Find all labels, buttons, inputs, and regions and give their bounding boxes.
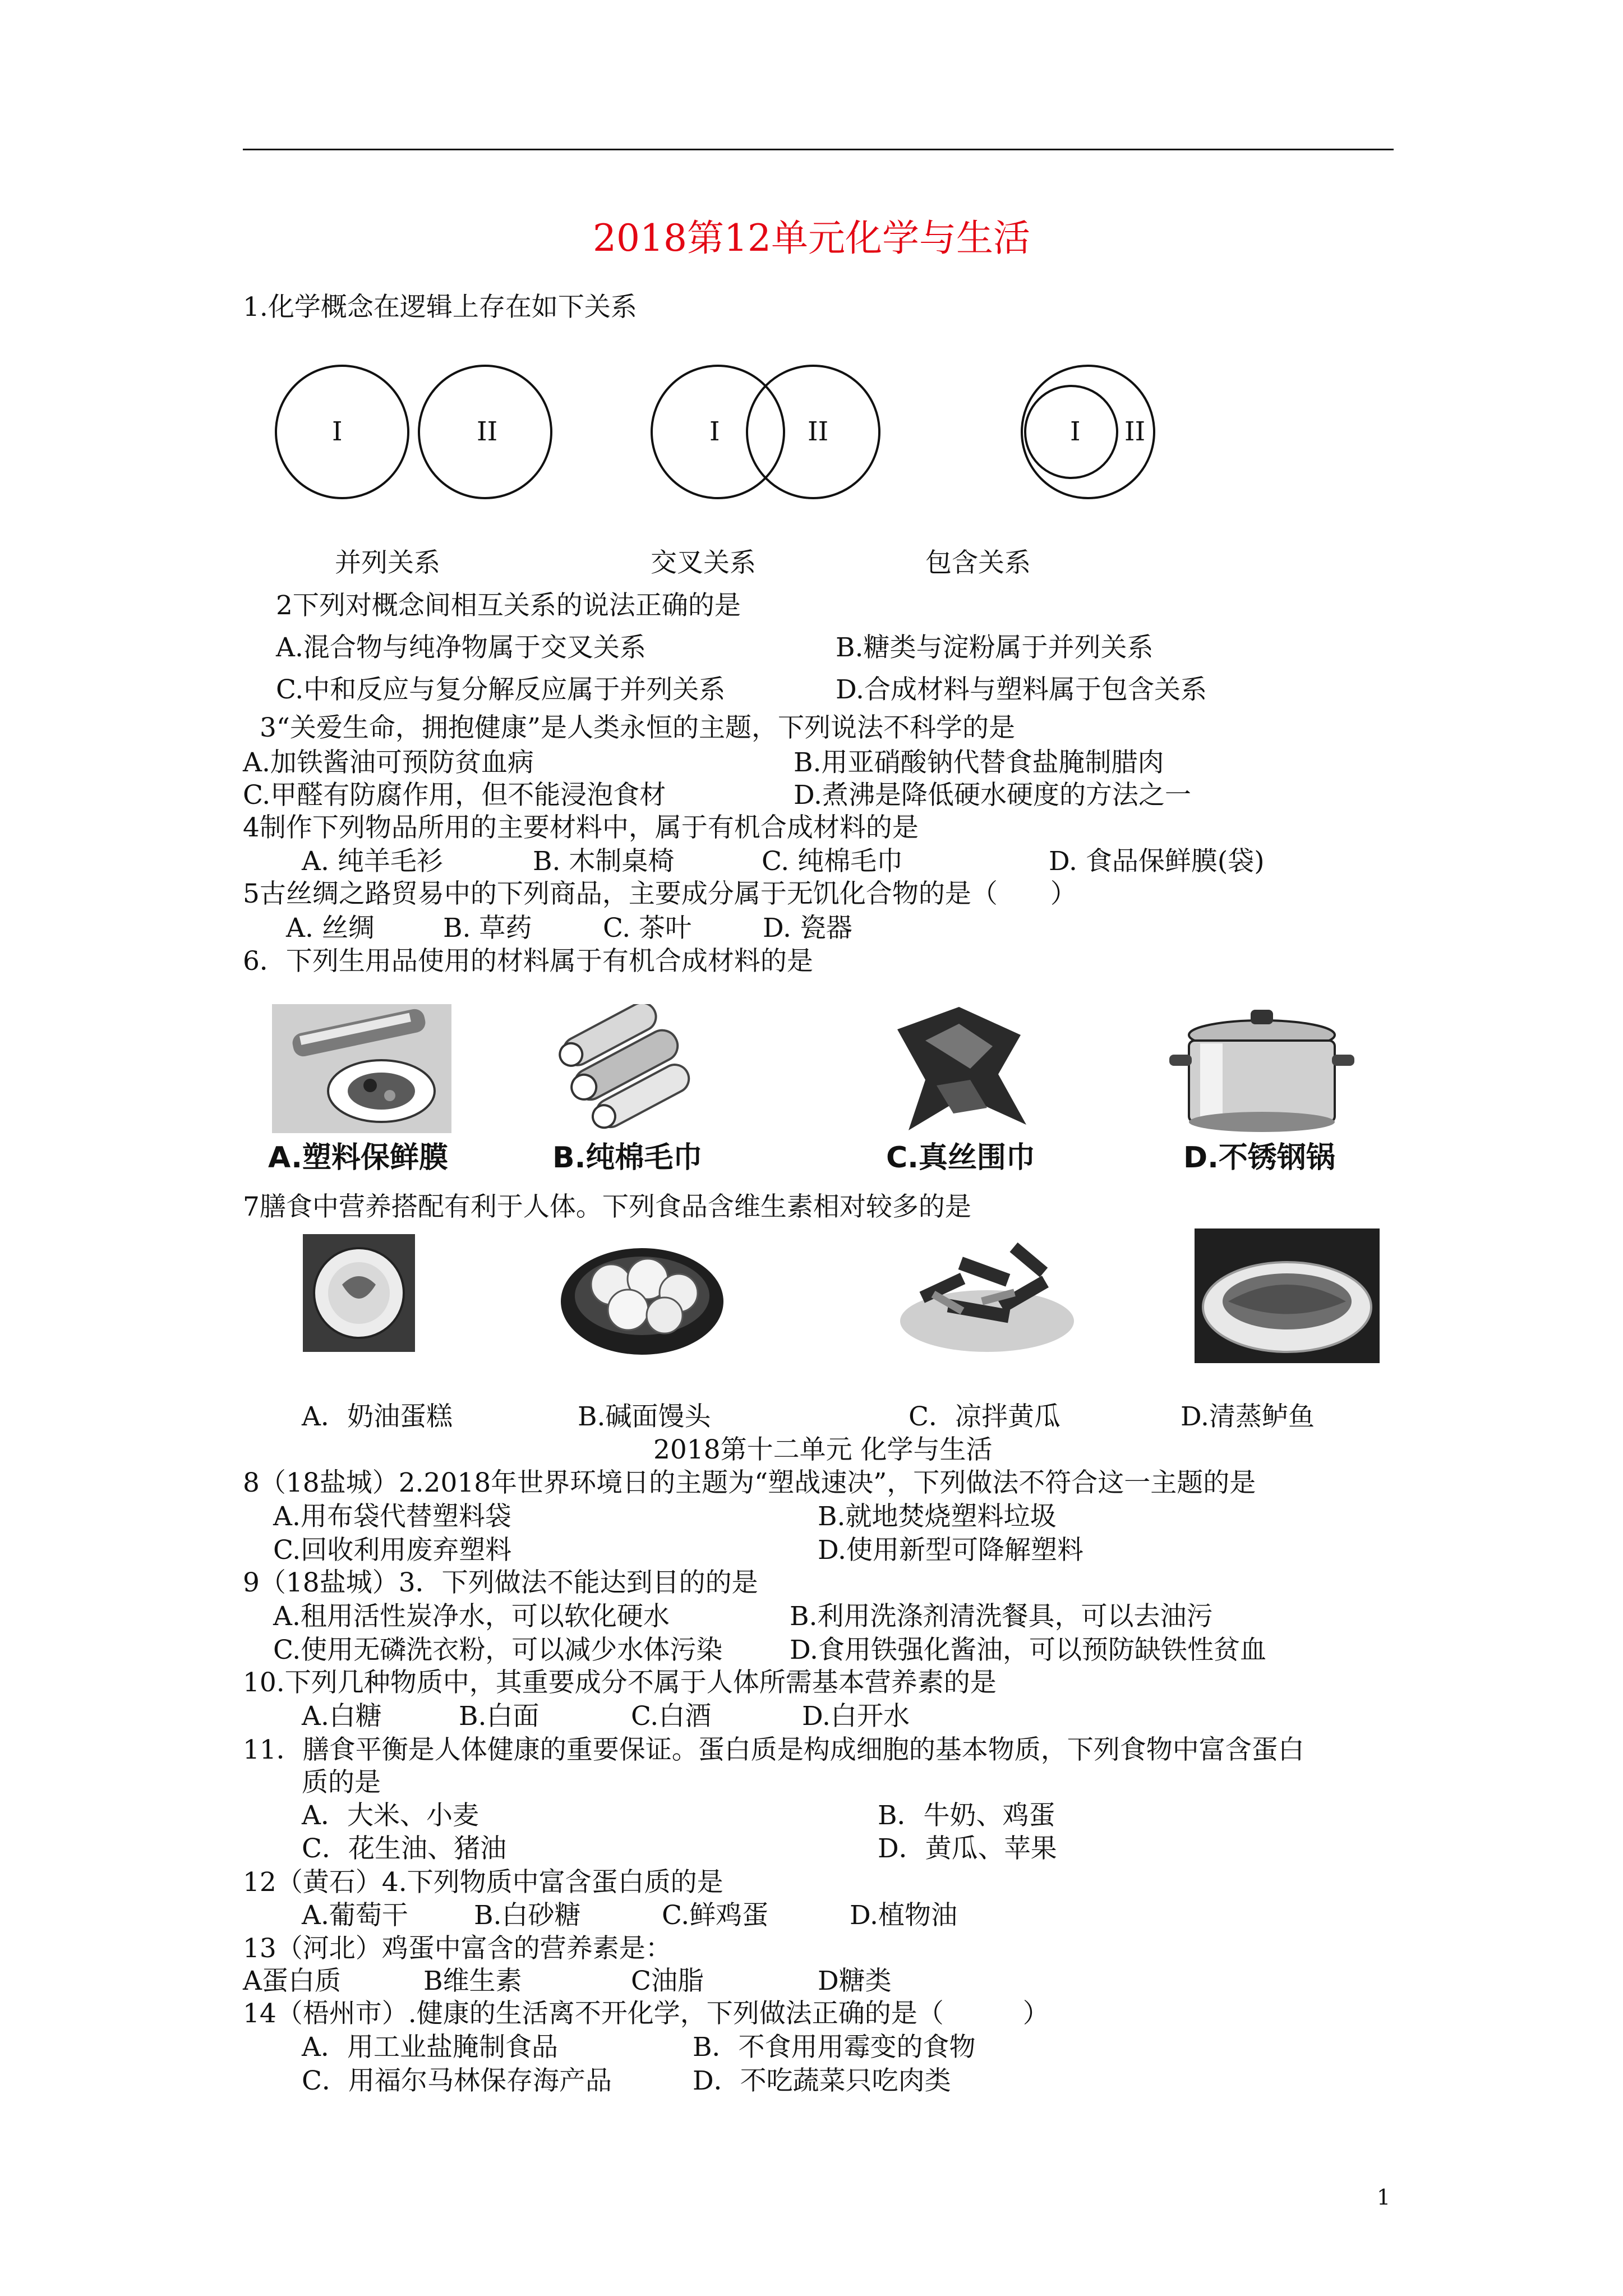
q5-option-b: B. 草药 — [443, 913, 532, 944]
q7-label-b: B.碱面馒头 — [578, 1401, 711, 1432]
q5-stem: 5古丝绸之路贸易中的下列商品，主要成分属于无饥化合物的是（ ） — [243, 878, 1077, 909]
caption-contain: 包含关系 — [925, 547, 1031, 578]
intersect-relation-diagram — [652, 366, 879, 498]
q6-label-d: D.不锈钢锅 — [1183, 1141, 1335, 1175]
q13-stem: 13（河北）鸡蛋中富含的营养素是： — [243, 1933, 672, 1964]
q7-label-a: A．奶油蛋糕 — [302, 1401, 453, 1432]
cream-cake-image — [303, 1234, 415, 1352]
q2-option-c: C.中和反应与复分解反应属于并列关系 — [276, 674, 726, 705]
q11-option-c: C．花生油、猪油 — [302, 1833, 506, 1864]
circle-label-II: II — [477, 416, 498, 447]
q6-label-c: C.真丝围巾 — [886, 1141, 1035, 1175]
q14-stem: 14（梧州市）.健康的生活离不开化学，下列做法正确的是（ ） — [243, 1998, 1049, 2029]
page-number: 1 — [1377, 2185, 1391, 2210]
q8-option-c: C.回收利用废弃塑料 — [273, 1535, 512, 1566]
page-title: 2018第12单元化学与生活 — [593, 217, 1030, 260]
circle-label-II: II — [808, 416, 829, 447]
q3-option-a: A.加铁酱油可预防贫血病 — [243, 747, 534, 778]
q14-option-b: B．不食用用霉变的食物 — [693, 2032, 976, 2063]
circle-label-II: II — [1124, 416, 1146, 447]
q11-stem-line2: 质的是 — [302, 1767, 381, 1798]
q8-option-b: B.就地焚烧塑料垃圾 — [818, 1501, 1057, 1532]
circle-label-I: I — [332, 416, 343, 447]
q11-option-d: D．黄瓜、苹果 — [878, 1833, 1057, 1864]
q5-option-d: D. 瓷器 — [763, 913, 852, 944]
caption-parallel: 并列关系 — [335, 547, 440, 578]
q7-label-c: C．凉拌黄瓜 — [909, 1401, 1061, 1432]
q2-option-b: B.糖类与淀粉属于并列关系 — [836, 632, 1154, 663]
q4-stem: 4制作下列物品所用的主要材料中，属于有机合成材料的是 — [243, 812, 919, 843]
q12-option-a: A.葡萄干 — [302, 1900, 408, 1931]
q13-option-b: B维生素 — [423, 1966, 522, 1996]
cotton-towel-image — [555, 1004, 701, 1133]
q9-option-d: D.食用铁强化酱油，可以预防缺铁性贫血 — [790, 1635, 1266, 1665]
q10-option-c: C.白酒 — [631, 1701, 712, 1732]
q9-stem: 9（18盐城）3．下列做法不能达到目的的是 — [243, 1567, 758, 1598]
q10-option-a: A.白糖 — [302, 1701, 382, 1732]
q2-option-d: D.合成材料与塑料属于包含关系 — [836, 674, 1207, 705]
cucumber-salad-image — [897, 1231, 1077, 1360]
q14-option-c: C．用福尔马林保存海产品 — [302, 2065, 612, 2096]
q3-option-d: D.煮沸是降低硬水硬度的方法之一 — [794, 780, 1191, 811]
q2-option-a: A.混合物与纯净物属于交叉关系 — [276, 632, 646, 663]
q6-stem: 6．下列生用品使用的材料属于有机合成材料的是 — [243, 946, 813, 977]
q5-option-a: A. 丝绸 — [286, 913, 375, 944]
q7-label-d: D.清蒸鲈鱼 — [1181, 1401, 1315, 1432]
q3-option-b: B.用亚硝酸钠代替食盐腌制腊肉 — [794, 747, 1164, 778]
q2-stem: 2下列对概念间相互关系的说法正确的是 — [276, 590, 741, 621]
q13-option-a: A蛋白质 — [243, 1966, 341, 1996]
q4-option-b: B. 木制桌椅 — [533, 846, 675, 877]
q8-option-d: D.使用新型可降解塑料 — [818, 1535, 1083, 1566]
q9-option-a: A.租用活性炭净水，可以软化硬水 — [273, 1601, 670, 1632]
silk-scarf-image — [875, 996, 1043, 1142]
stainless-pot-image — [1166, 987, 1357, 1144]
q14-option-a: A．用工业盐腌制食品 — [302, 2032, 558, 2063]
steamed-fish-image — [1195, 1228, 1380, 1363]
q12-option-b: B.白砂糖 — [474, 1900, 581, 1931]
q10-stem: 10.下列几种物质中，其重要成分不属于人体所需基本营养素的是 — [243, 1667, 997, 1698]
q4-option-c: C. 纯棉毛巾 — [762, 846, 903, 877]
q3-option-c: C.甲醛有防腐作用，但不能浸泡食材 — [243, 780, 666, 811]
q13-option-c: C油脂 — [631, 1966, 704, 1996]
q13-option-d: D糖类 — [818, 1966, 892, 1996]
q11-stem-line1: 11．膳食平衡是人体健康的重要保证。蛋白质是构成细胞的基本物质，下列食物中富含蛋白 — [243, 1734, 1304, 1765]
q12-option-c: C.鲜鸡蛋 — [662, 1900, 769, 1931]
q6-label-b: B.纯棉毛巾 — [552, 1141, 703, 1175]
q4-option-d: D. 食品保鲜膜(袋) — [1049, 846, 1265, 877]
header-rule — [243, 149, 1394, 150]
q10-option-d: D.白开水 — [802, 1701, 910, 1732]
q4-option-a: A. 纯羊毛衫 — [302, 846, 443, 877]
q1-stem: 1.化学概念在逻辑上存在如下关系 — [243, 292, 637, 323]
q6-label-a: A.塑料保鲜膜 — [268, 1141, 448, 1175]
q8-option-a: A.用布袋代替塑料袋 — [273, 1501, 511, 1532]
q9-option-c: C.使用无磷洗衣粉，可以减少水体污染 — [273, 1635, 723, 1665]
q8-stem: 8（18盐城）2.2018年世界环境日的主题为“塑战速决”，下列做法不符合这一主题的是 — [243, 1467, 1256, 1498]
q11-option-a: A．大米、小麦 — [302, 1800, 479, 1831]
set-relation-diagram — [258, 353, 1189, 505]
steamed-buns-image — [558, 1231, 726, 1360]
section-header: 2018第十二单元 化学与生活 — [653, 1434, 993, 1465]
parallel-relation-diagram — [276, 366, 551, 498]
q12-option-d: D.植物油 — [850, 1900, 957, 1931]
q5-option-c: C. 茶叶 — [603, 913, 692, 944]
plastic-wrap-image — [269, 1001, 454, 1136]
q11-option-b: B．牛奶、鸡蛋 — [878, 1800, 1055, 1831]
q9-option-b: B.利用洗涤剂清洗餐具，可以去油污 — [790, 1601, 1213, 1632]
q14-option-d: D．不吃蔬菜只吃肉类 — [693, 2065, 951, 2096]
circle-label-I: I — [709, 416, 720, 447]
q3-stem: 3“关爱生命，拥抱健康”是人类永恒的主题，下列说法不科学的是 — [260, 712, 1015, 743]
circle-label-I: I — [1070, 416, 1081, 447]
q10-option-b: B.白面 — [459, 1701, 540, 1732]
q12-stem: 12（黄石）4.下列物质中富含蛋白质的是 — [243, 1867, 723, 1898]
caption-intersect: 交叉关系 — [651, 547, 756, 578]
q7-stem: 7膳食中营养搭配有利于人体。下列食品含维生素相对较多的是 — [243, 1191, 971, 1222]
